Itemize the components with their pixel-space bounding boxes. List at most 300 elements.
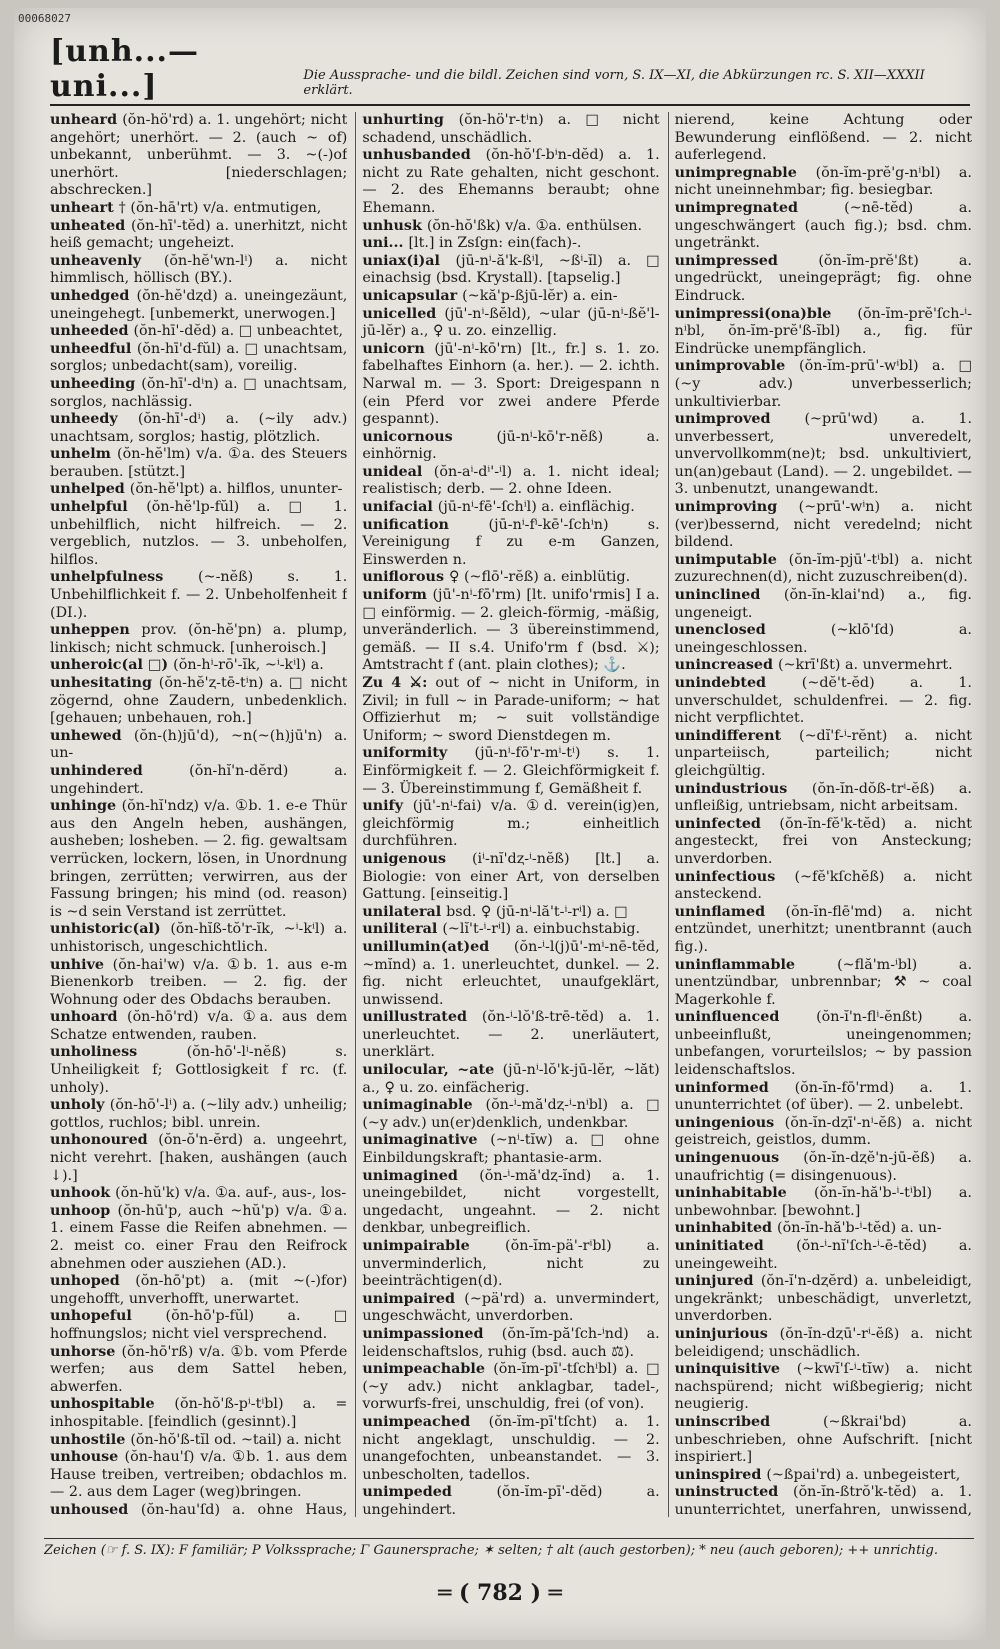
headword: unillustrated	[362, 1009, 482, 1026]
definition: (ŏn-hū'p, auch ~hŭ'p) v/a. ①a. 1. einem Fasse die Reifen abnehmen. — 2. meist co. einer Frau den Reifrock abnehmen oder ausziehen (AD.).	[50, 1202, 348, 1272]
definition: (ŏn-ⁱ-mă'dⱬ-ĭnd) a. 1. uneingebildet, nicht vorgestellt, ungedacht, ungeahnt. — 2. nicht denkbar, unbegreiflich.	[362, 1167, 660, 1237]
dictionary-entry	[362, 464, 659, 499]
definition: (ŏn-hĕ'dⱬd) a. uneingezäunt, uneingehegt. [unbemerkt, unerwogen.]	[50, 287, 348, 322]
definition: (ŏn-aⁱ-dⁱ'-ⁱl) a. 1. nicht ideal; realistisch; derb. — 2. ohne Ideen.	[362, 463, 660, 498]
definition: (ŏn-hī'-dⁱn) a. □ unachtsam, sorglos, nachlässig.	[50, 375, 348, 410]
dictionary-entry	[675, 904, 972, 957]
dictionary-entry	[50, 1432, 347, 1450]
definition: (~kwĭ'ſ-ⁱ-tĭw) a. nicht nachspürend; nicht wißbegierig; nicht neugierig.	[674, 1361, 972, 1413]
definition: (ŏn-hĭ'n-dĕrd) a. ungehindert.	[50, 762, 348, 797]
definition: [lt.] in Zsſgn: ein(fach)-.	[408, 235, 582, 252]
scan-id: 00068027	[18, 12, 71, 25]
headword: Zu 4 ⚔:	[362, 675, 436, 691]
headword: uninstructed	[674, 1484, 793, 1501]
definition: (ŏn-ĭn-fō'rmd) a. 1. ununterrichtet (of über). — 2. unbelebt.	[674, 1079, 972, 1114]
headword: unincreased	[674, 657, 778, 674]
definition: (jū-nⁱ-fē'-ſchⁱl) a. einflächig.	[437, 499, 635, 516]
definition: (ŏn-hĕ'lm) v/a. ①a. des Steuers berauben. [stützt.]	[50, 446, 348, 480]
headword: unimaginative	[362, 1132, 491, 1149]
definition: (ŏn-ⁱ-mă'dⱬ-ⁱ-nⁱbl) a. □ (~y adv.) un(er)denklich, undenkbar.	[362, 1097, 660, 1131]
headword: unimpressi(ona)ble	[674, 305, 858, 322]
dictionary-entry	[362, 341, 659, 429]
headword: unimputable	[674, 551, 789, 568]
definition: (~dĕ't-ĕd) a. 1. unverschuldet, schuldenfrei. — 2. fig. nicht verpflichtet.	[674, 675, 972, 727]
definition: (jū-nⁱ-fⁱ-kē'-ſchⁱn) s. Vereinigung f zu e-m Ganzen, Einswerden n.	[362, 516, 660, 568]
headword: uniformity	[362, 745, 475, 762]
headword: uninfectious	[674, 868, 795, 885]
dictionary-entry	[50, 200, 347, 218]
dictionary-entry	[50, 1344, 347, 1397]
definition: (ŏn-ĭn-hă'b-ⁱ-tĕd) a. un-	[777, 1220, 942, 1237]
dictionary-entry	[50, 1502, 347, 1517]
dictionary-entry	[362, 517, 659, 570]
headword: uninscribed	[674, 1413, 823, 1430]
headword: unindebted	[674, 675, 802, 691]
definition: (ŏn-hō'rd) v/a. ①a. aus dem Schatze entwenden, rauben.	[50, 1009, 348, 1043]
dictionary-entry	[362, 1097, 659, 1132]
dictionary-entry	[675, 200, 972, 253]
headword: unimproved	[674, 411, 805, 428]
definition: (ŏn-ĭm-pī'-dĕd) a. ungehindert.	[362, 1484, 660, 1517]
definition: (~-nĕß) s. 1. Unbehilflichkeit f. — 2. Unbeholfenheit f (DI.).	[50, 569, 348, 621]
headword: unheavenly	[50, 252, 164, 269]
headword: unification	[362, 516, 489, 533]
dictionary-entry	[50, 798, 347, 921]
definition: (ŏn-hī'-dĕd) a. □ unbeachtet,	[133, 323, 344, 340]
definition: (~flă'm-ⁱbl) a. unentzündbar, unbrennbar; ⚒ ~ coal Magerkohle f.	[674, 956, 972, 1008]
definition: (ŏn-hĕ'ⱬ-tē-tⁱn) a. □ nicht zögernd, ohne Zaudern, unbedenklich. [gehauen; unbehauen, roh.]	[50, 675, 348, 727]
dictionary-entry	[362, 112, 659, 147]
headword: unhive	[50, 956, 113, 973]
definition: (ŏn-hī'-tĕd) a. unerhitzt, nicht heiß gemacht; ungeheizt.	[50, 217, 348, 252]
definition: (ŏn-hŏ'ß-pⁱ-tⁱbl) a. = inhospitable. [feindlich (gesinnt).]	[50, 1396, 348, 1430]
headword: unheard	[50, 112, 123, 128]
definition: (ŏn-ĭm-pă'ſch-ⁱnd) a. leidenschaftslos, ruhig (bsd. auch ⚖).	[362, 1325, 660, 1360]
dictionary-entry	[362, 253, 659, 288]
headword: unhouse	[50, 1449, 125, 1466]
dictionary-entry	[675, 358, 972, 411]
headword: uningenuous	[674, 1150, 804, 1167]
dictionary-entry	[50, 657, 347, 675]
column-3	[668, 112, 972, 1517]
dictionary-entry	[675, 1150, 972, 1185]
headword: uni...	[362, 235, 409, 252]
dictionary-entry	[675, 728, 972, 781]
dictionary-entry	[50, 253, 347, 288]
dictionary-entry	[675, 552, 972, 587]
dictionary-entry	[675, 1220, 972, 1238]
definition: (ŏn-(h)jū'd), ~n(~(h)jū'n) a. un-	[50, 727, 348, 762]
dictionary-entry	[362, 904, 659, 922]
headword: unindustrious	[674, 780, 812, 797]
headword: uninclined	[674, 587, 784, 604]
dictionary-entry	[362, 939, 659, 1009]
dictionary-entry	[50, 1308, 347, 1343]
headword: unimpairable	[362, 1238, 506, 1254]
headword: uninformed	[674, 1079, 795, 1096]
definition: (ŏn-hŏ'ß-tĭl od. ~tail) a. nicht	[130, 1431, 341, 1448]
headword: uninitiated	[674, 1238, 797, 1254]
definition: (ŏn-ĭm-pä'-rⁱbl) a. unverminderlich, nicht zu beeinträchtigen(d).	[362, 1238, 660, 1290]
definition: (~nē-tĕd) a. ungeschwängert (auch fig.); bsd. chm. ungetränkt.	[674, 199, 972, 252]
dictionary-entry	[362, 1168, 659, 1238]
headword: unhoard	[50, 1009, 127, 1026]
dictionary-entry	[50, 218, 347, 253]
definition: (ŏn-hĕ'wn-lⁱ) a. nicht himmlisch, höllisch (BY.).	[50, 252, 348, 287]
headword: uningenious	[674, 1114, 785, 1131]
dictionary-entry	[362, 306, 659, 341]
definition: (~ßpai'rd) a. unbegeistert,	[766, 1466, 961, 1483]
definition: (ŏn-hö'rd) a. 1. ungehört; nicht angehört; unerhört. — 2. (auch ~ of) unbekannt, unberühmt. — 3. ~(-)of unerhört. [niederschlagen; abschrecken.]	[50, 112, 348, 199]
dictionary-entry	[50, 1009, 347, 1044]
headword: unhesitating	[50, 675, 159, 691]
dictionary-entry	[362, 569, 659, 587]
dictionary-entry	[50, 446, 347, 481]
headword: unheated	[50, 217, 131, 234]
headword: unheroic(al □)	[50, 657, 174, 674]
headword: unhusbanded	[362, 147, 486, 164]
dictionary-entry	[675, 957, 972, 1010]
dictionary-entry	[675, 587, 972, 622]
definition: (ŏn-ĭm-prĕ'g-nⁱbl) a. nicht uneinnehmbar; fig. besiegbar.	[674, 164, 972, 199]
dictionary-entry	[362, 429, 659, 464]
definition: (ŏn-ĭn-ßtrŏ'k-tĕd) a. 1. ununterrichtet, unerfahren, unwissend,	[674, 1484, 972, 1517]
definition: (ŏn-ĭn-dⱬĕ'n-jū-ĕß) a. unaufrichtig (= disingenuous).	[674, 1150, 972, 1184]
dictionary-entry	[50, 323, 347, 341]
dictionary-entry	[50, 1132, 347, 1185]
headword: unhelpful	[50, 499, 147, 516]
definition: (~nⁱ-tĭw) a. □ ohne Einbildungskraft; phantasie-arm.	[362, 1132, 660, 1167]
dictionary-entry	[50, 622, 347, 657]
headword: unhelpfulness	[50, 569, 199, 586]
dictionary-entry	[362, 1414, 659, 1484]
definition: (ŏn-ĭm-pī'tſcht) a. 1. nicht angeklagt, unschuldig. — 2. unangefochten, unbeanstandet. — 3. unbescholten, tadellos.	[362, 1413, 660, 1483]
dictionary-entry	[675, 306, 972, 359]
headword: unimpeached	[362, 1413, 489, 1430]
definition: (ŏn-hō'pt) a. (mit ~(-)for) ungehofft, unverhofft, unerwartet.	[50, 1273, 348, 1307]
dictionary-entry	[675, 675, 972, 728]
dictionary-entry	[675, 1009, 972, 1079]
dictionary-entry	[675, 1326, 972, 1361]
dictionary-entry	[362, 1062, 659, 1097]
headword: uninflammable	[674, 956, 838, 973]
dictionary-entry	[362, 1132, 659, 1167]
headword: unhostile	[50, 1431, 131, 1448]
headword: unheedy	[50, 411, 138, 428]
headword: unilocular, ~ate	[362, 1062, 503, 1079]
definition: (~kă'p-ßjū-lĕr) a. ein-	[462, 287, 618, 304]
dictionary-entry	[362, 499, 659, 517]
headword: unhewed	[50, 727, 134, 744]
dictionary-entry	[675, 1185, 972, 1220]
dictionary-entry	[50, 921, 347, 956]
dictionary-entry	[50, 288, 347, 323]
headword: unhook	[50, 1185, 116, 1202]
definition: (ŏn-ĭn-dⱬī'-nⁱ-ĕß) a. nicht geistreich, geistlos, dumm.	[674, 1114, 972, 1149]
dictionary-entry	[50, 481, 347, 499]
header-note: Die Aussprache- und die bildl. Zeichen sind vorn, S. IX—XI, die Abkürzungen rc. S. XII—XXXII erklärt.	[303, 68, 925, 98]
headword: unenclosed	[674, 622, 831, 639]
definition: (~dĭ'f-ⁱ-rĕnt) a. nicht unparteiisch, parteilich; nicht gleichgültig.	[674, 727, 972, 779]
headword: unhurting	[362, 112, 459, 128]
definition: (ŏn-ĭm-pjū'-tⁱbl) a. nicht zuzurechnen(d), nicht zuzuschreiben(d).	[674, 551, 972, 586]
dictionary-entry	[362, 798, 659, 851]
dictionary-entry	[675, 622, 972, 657]
definition: (~prū'-wⁱn) a. nicht (ver)bessernd, nicht veredelnd; nicht bildend.	[674, 499, 972, 551]
definition: (~prū'wd) a. 1. unverbessert, unveredelt, unvervollkomm(ne)t; bsd. unkultiviert, un(an)gebaut (Land). — 2. ungebildet. — 3. unbenutzt, unangewandt.	[674, 411, 972, 498]
headword: unhoped	[50, 1273, 136, 1290]
dictionary-entry	[362, 218, 659, 236]
dictionary-entry	[675, 1414, 972, 1467]
definition: (ŏn-ⁱ-l(j)ū'-mⁱ-nē-tĕd, ~mĭnd) a. 1. unerleuchtet, dunkel. — 2. fig. nicht erleuchtet, unaufgeklärt, unwissend.	[362, 938, 660, 1008]
dictionary-entry	[362, 587, 659, 675]
headword: uninjurious	[674, 1325, 780, 1342]
dictionary-entry	[50, 675, 347, 728]
definition: (ŏn-ĭ'n-dⱬĕrd) a. unbeleidigt, ungekränkt; unbeschädigt, unverletzt, unverdorben.	[674, 1273, 972, 1325]
dictionary-entry	[362, 675, 659, 745]
definition: (ŏn-ĭn-hă'b-ⁱ-tⁱbl) a. unbewohnbar. [bewohnt.]	[674, 1185, 972, 1219]
dictionary-entry	[675, 1484, 972, 1517]
definition: (ŏn-hau'ſd) a. ohne Haus,	[140, 1501, 348, 1517]
definition: (ŏn-hŏ'ſ-bⁱn-dĕd) a. 1. nicht zu Rate gehalten, nicht geschont. — 2. des Ehemanns beraubt; ohne Ehemann.	[362, 147, 660, 216]
dictionary-entry	[362, 288, 659, 306]
dictionary-entry	[675, 1361, 972, 1414]
headword: unimpeded	[362, 1484, 497, 1501]
headword: unhindered	[50, 762, 190, 779]
dictionary-entry	[675, 253, 972, 306]
headword: unholy	[50, 1097, 110, 1114]
definition: (ŏn-ĭn-fĕ'k-tĕd) a. nicht angesteckt, frei von Ansteckung; unverdorben.	[674, 815, 972, 867]
definition: (ŏn-hⁱ-rō'-ĭk, ~ⁱ-kⁱl) a.	[173, 657, 324, 674]
dictionary-entry	[362, 1291, 659, 1326]
headword: unimproving	[674, 499, 799, 516]
headword: unheedful	[50, 340, 137, 357]
dictionary-entry	[675, 1080, 972, 1115]
headword: uninhabited	[674, 1220, 778, 1237]
dictionary-entry	[362, 1361, 659, 1414]
definition: (ŏn-hĭß-tŏ'r-ĭk, ~ⁱ-kⁱl) a. unhistorisch, ungeschichtlich.	[50, 921, 348, 955]
definition: nierend, keine Achtung oder Bewunderung einflößend. — 2. nicht auferlegend.	[674, 112, 972, 164]
dictionary-entry	[362, 147, 659, 217]
headword: unheppen	[50, 622, 142, 639]
headword: unicornous	[362, 428, 497, 445]
definition: (ŏn-hau'ſ) v/a. ①b. 1. aus dem Hause treiben, vertreiben; obdachlos m. — 2. aus dem Lager (weg)bringen.	[50, 1449, 348, 1501]
dictionary-entry	[675, 411, 972, 499]
definition: (ŏn-ĭm-prĕ'ßt) a. ungedrückt, uneingeprägt; fig. ohne Eindruck.	[674, 252, 972, 304]
column-1	[50, 112, 347, 1517]
dictionary-entry	[50, 112, 347, 200]
definition: (~krī'ßt) a. unvermehrt.	[778, 657, 953, 674]
dictionary-entry	[675, 499, 972, 552]
definition: (jū'-nⁱ-fō'rm) [lt. unifo'rmis] I a. □ einförmig. — 2. gleich-förmig, -mäßig, unveränderlich. — 3 übereinstimmend, gemäß. — II s.4. Unifo'rm f (bsd. ⚔); Amtstracht f (ant. plain clothes); ⚓.	[362, 587, 660, 674]
headword: uninfected	[674, 815, 780, 832]
definition: (ŏn-hī'd-fŭl) a. □ unachtsam, sorglos; unbedacht(sam), voreilig.	[50, 340, 348, 375]
headword-range: [unh...—uni...]	[50, 34, 199, 104]
definition: (~lĭ't-ⁱ-rⁱl) a. einbuchstabig.	[442, 921, 641, 938]
definition: out of ~ nicht in Uniform, in Zivil; in full ~ in Parade-uniform; ~ hat Offizierhut m; ~ suit vollständige Uniform; ~ sword Dienstdegen m.	[362, 675, 660, 744]
dictionary-entry	[50, 1273, 347, 1308]
symbol-legend: Zeichen (☞ f. S. IX): F familiär; P Volkssprache; Γ Gaunersprache; ✶ selten; † alt (auch gestorben); * neu (auch geboren); ++ unrichtig.	[44, 1538, 974, 1558]
headword: unhoused	[50, 1501, 141, 1517]
definition: (jū'-nⁱ-fai) v/a. ①d. verein(ig)en, gleichförmig m.; einheitlich durchführen.	[362, 798, 660, 850]
definition: bsd. ♀ (jū-nⁱ-lă't-ⁱ-rⁱl) a. □	[446, 903, 628, 920]
headword: unicelled	[362, 305, 445, 322]
definition: (ŏn-hĕ'lpt) a. hilflos, ununter-	[129, 481, 343, 498]
dictionary-entry	[50, 957, 347, 1010]
definition: (ŏn-hai'w) v/a. ①b. 1. aus e-m Bienenkorb treiben. — 2. fig. der Wohnung oder des Obdachs berauben.	[50, 956, 348, 1008]
dictionary-entry	[50, 1185, 347, 1203]
definition: (~klō'ſd) a. uneingeschlossen.	[674, 622, 972, 656]
definition: (ŏn-ĭm-prĕ'ſch-ⁱ-nⁱbl, ŏn-ĭm-prĕ'ß-ĭbl) a., fig. für Eindrücke unempfänglich.	[674, 305, 972, 357]
dictionary-entry	[50, 1044, 347, 1097]
definition: (ŏn-hŭ'k) v/a. ①a. auf-, aus-, los-	[115, 1185, 347, 1202]
headword: uninfluenced	[674, 1009, 817, 1026]
headword: uniform	[362, 587, 433, 604]
definition: (ŏn-ŏ'n-ĕrd) a. ungeehrt, nicht verehrt. [haken, aushängen (auch ↓).]	[50, 1132, 348, 1184]
headword: unimprovable	[674, 358, 800, 375]
headword: unify	[362, 798, 413, 815]
dictionary-entry	[675, 165, 972, 200]
definition: (iⁱ-nĭ'dⱬ-ⁱ-nĕß) [lt.] a. Biologie: von einer Art, von derselben Gattung. [einseitig.]	[362, 850, 660, 903]
dictionary-entry	[50, 411, 347, 446]
headword: unigenous	[362, 850, 472, 867]
entry-columns	[50, 112, 972, 1517]
definition: (ŏn-hō'rß) v/a. ①b. vom Pferde werfen; aus dem Sattel heben, abwerfen.	[50, 1343, 348, 1395]
headword: unindifferent	[674, 727, 799, 744]
headword: unimpressed	[674, 252, 819, 269]
headword: unimpeachable	[362, 1361, 494, 1378]
definition: (ŏn-ĭn-dŏß-trⁱ-ĕß) a. unfleißig, untriebsam, nicht arbeitsam.	[674, 780, 972, 815]
definition: prov. (ŏn-hĕ'pn) a. plump, linkisch; nicht schmuck. [unheroisch.]	[50, 622, 348, 656]
dictionary-entry	[50, 1097, 347, 1132]
dictionary-entry	[675, 869, 972, 904]
dictionary-entry	[362, 235, 659, 253]
headword: unhoop	[50, 1202, 118, 1219]
definition: (jū'-nⁱ-kō'rn) [lt., fr.] s. 1. zo. fabelhaftes Einhorn (a. her.). — 2. ichth. Narwal m. — 3. Sport: Dreigespann n (ein Pferd vor zwei andere Pferde gespannt).	[362, 340, 660, 428]
dictionary-entry	[675, 1238, 972, 1273]
headword: uninjured	[674, 1273, 761, 1290]
headword: uninhabitable	[674, 1185, 814, 1202]
headword: unimpregnated	[674, 199, 845, 216]
headword: unhelped	[50, 481, 130, 498]
definition: (jū-nⁱ-ă'k-ßⁱl, ~ßⁱ-ĭl) a. □ einachsig (bsd. Krystall). [tapselig.]	[362, 252, 660, 287]
dictionary-entry	[50, 1203, 347, 1273]
dictionary-entry	[50, 569, 347, 622]
definition: (ŏn-ĭm-pī'-tſchⁱbl) a. □ (~y adv.) nicht anklagbar, tadel-, vorwurfs-frei, unschuldig, frei (of von).	[362, 1361, 660, 1413]
headword: unimagined	[362, 1167, 480, 1184]
column-2	[355, 112, 659, 1517]
headword: unheeded	[50, 323, 134, 340]
definition: (jū-nⁱ-lŏ'k-jū-lĕr, ~lăt) a., ♀ u. zo. einfächerig.	[362, 1062, 660, 1096]
dictionary-entry	[50, 728, 347, 763]
definition: (ŏn-hō'-lⁱ-nĕß) s. Unheiligkeit f; Gottlosigkeit f rc. (f. unholy).	[50, 1044, 348, 1096]
headword: unideal	[362, 463, 434, 480]
headword: unifacial	[362, 499, 438, 516]
headword: uninquisitive	[674, 1361, 797, 1378]
page-number: ═ ( 782 ) ═	[438, 1580, 562, 1606]
definition: (ŏn-ⁱ-nĭ'ſch-ⁱ-ē-tĕd) a. uneingeweiht.	[674, 1238, 972, 1272]
dictionary-entry	[675, 657, 972, 675]
dictionary-entry	[362, 1009, 659, 1062]
headword: uninspired	[674, 1466, 767, 1483]
definition: (ŏn-hŏ'ßk) v/a. ①a. enthülsen.	[426, 217, 643, 234]
dictionary-entry	[50, 1449, 347, 1502]
definition: (ŏn-ĭ'n-flⁱ-ĕnßt) a. unbeeinflußt, uneingenommen; unbefangen, vorurteilslos; ~ by passion leidenschaftslos.	[674, 1009, 972, 1079]
headword: unilateral	[362, 903, 447, 920]
dictionary-entry	[362, 1238, 659, 1291]
definition: (~ßkrai'bd) a. unbeschrieben, ohne Aufschrift. [nicht inspiriert.]	[674, 1413, 972, 1466]
dictionary-entry	[362, 1484, 659, 1517]
headword: uninflamed	[674, 903, 786, 920]
headword: unimpaired	[362, 1290, 465, 1307]
headword: uniax(i)al	[362, 252, 456, 269]
definition: (ŏn-hō'-lⁱ) a. (~lily adv.) unheilig; gottlos, ruchlos; bibl. unrein.	[50, 1097, 348, 1131]
definition: (ŏn-hō'p-fŭl) a. □ hoffnungslos; nicht viel versprechend.	[50, 1308, 348, 1342]
headword: unicorn	[362, 340, 435, 357]
headword: unimpregnable	[674, 164, 816, 181]
headword: unhonoured	[50, 1132, 159, 1149]
definition: † (ŏn-hā'rt) v/a. entmutigen,	[118, 199, 322, 216]
headword: unhinge	[50, 798, 122, 815]
headword: unimaginable	[362, 1097, 486, 1114]
dictionary-entry	[362, 921, 659, 939]
headword: unicapsular	[362, 287, 463, 304]
dictionary-entry	[362, 1326, 659, 1361]
dictionary-entry	[675, 1273, 972, 1326]
running-header	[50, 34, 970, 106]
headword: unheeding	[50, 375, 142, 392]
definition: (~pä'rd) a. unvermindert, ungeschwächt, unverdorben.	[362, 1290, 660, 1325]
definition: (ŏn-hĭ'ndⱬ) v/a. ①b. 1. e-e Thür aus den Angeln heben, aushängen, ausheben; losheben. — 2. fig. gewaltsam verrücken, lockern, lösen, in Unordnung bringen, zerrütten; verwirren, aus der Fassung bringen; his mind (od. reason) is ~d sein Verstand ist zerrüttet.	[50, 798, 348, 920]
dictionary-entry	[50, 763, 347, 798]
headword: unillumin(at)ed	[362, 938, 514, 955]
headword: unhedged	[50, 287, 137, 304]
dictionary-entry	[675, 112, 972, 165]
headword: unhorse	[50, 1343, 122, 1360]
definition: (ŏn-ĭn-klai'nd) a., fig. ungeneigt.	[674, 587, 972, 621]
dictionary-entry	[50, 1396, 347, 1431]
headword: unhospitable	[50, 1396, 175, 1413]
dictionary-entry	[675, 781, 972, 816]
definition: (jū-nⁱ-kō'r-nĕß) a. einhörnig.	[362, 428, 660, 463]
headword: unimpassioned	[362, 1325, 502, 1342]
definition: (ŏn-hī'-dⁱ) a. (~ily adv.) unachtsam, sorglos; hastig, plötzlich.	[50, 411, 348, 445]
dictionary-entry	[675, 816, 972, 869]
headword: unhelm	[50, 446, 118, 463]
definition: ♀ (~flō'-rĕß) a. einblütig.	[448, 569, 631, 586]
dictionary-page	[14, 8, 986, 1640]
headword: unholiness	[50, 1044, 187, 1061]
dictionary-entry	[362, 851, 659, 904]
dictionary-entry	[675, 1467, 972, 1485]
dictionary-entry	[675, 1115, 972, 1150]
definition: (ŏn-ⁱ-lŏ'ß-trē-tĕd) a. 1. unerleuchtet. — 2. unerläutert, unerklärt.	[362, 1009, 660, 1061]
dictionary-entry	[50, 376, 347, 411]
definition: (ŏn-ĭn-dⱬū'-rⁱ-ĕß) a. nicht beleidigend; unschädlich.	[674, 1325, 972, 1360]
dictionary-entry	[362, 745, 659, 798]
definition: (ŏn-ĭn-flē'md) a. nicht entzündet, unerhitzt; unentbrannt (auch fig.).	[674, 903, 972, 955]
headword: uniflorous	[362, 569, 449, 586]
definition: (jū-nⁱ-fō'r-mⁱ-tⁱ) s. 1. Einförmigkeit f. — 2. Gleichförmigkeit f. — 3. Übereinstimmung f, Gemäßheit f.	[362, 745, 660, 797]
definition: (ŏn-hĕ'lp-fŭl) a. □ 1. unbehilflich, nicht hilfreich. — 2. vergeblich, nutzlos. — 3. unbeholfen, hilflos.	[50, 499, 348, 568]
dictionary-entry	[50, 499, 347, 569]
definition: (ŏn-ĭm-prū'-wⁱbl) a. □ (~y adv.) unverbesserlich; unkultivierbar.	[674, 358, 972, 410]
headword: unhopeful	[50, 1308, 166, 1325]
headword: unhistoric(al)	[50, 921, 171, 938]
definition: (jū'-nⁱ-ßĕld), ~ular (jū-nⁱ-ßĕ'l-jū-lĕr) a., ♀ u. zo. einzellig.	[362, 305, 660, 340]
definition: (ŏn-hö'r-tⁱn) a. □ nicht schadend, unschädlich.	[362, 112, 660, 146]
headword: uniliteral	[362, 921, 443, 938]
